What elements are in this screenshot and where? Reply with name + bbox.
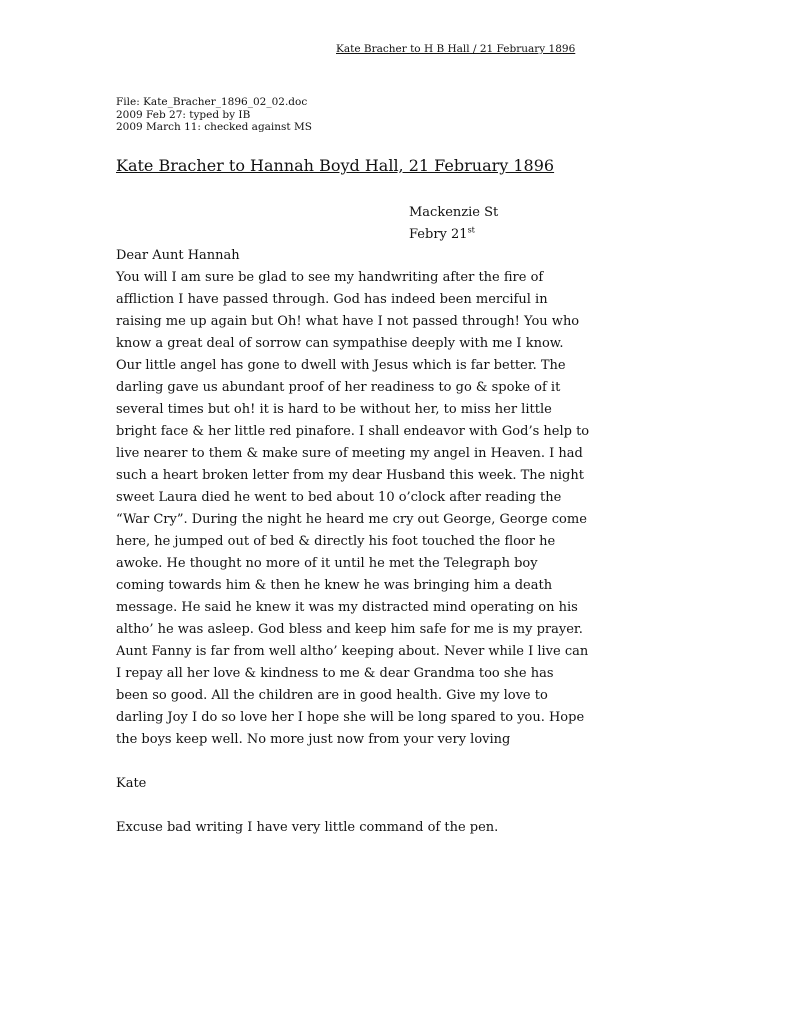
body-line: raising me up again but Oh! what have I not passed through! You who bbox=[116, 314, 580, 329]
body-line: Our little angel has gone to dwell with Jesus which is far better. The bbox=[116, 358, 566, 373]
body-line: here, he jumped out of bed & directly his foot touched the floor he bbox=[116, 534, 556, 549]
file-meta-line: 2009 March 11: checked against MS bbox=[116, 121, 312, 133]
salutation: Dear Aunt Hannah bbox=[116, 248, 240, 263]
body-line: affliction I have passed through. God has indeed been merciful in bbox=[116, 292, 548, 307]
body-line: been so good. All the children are in good health. Give my love to bbox=[116, 688, 548, 703]
body-line: I repay all her love & kindness to me & dear Grandma too she has bbox=[116, 666, 554, 681]
letter-date-suffix: st bbox=[467, 225, 475, 235]
address-street: Mackenzie St bbox=[409, 205, 499, 220]
postscript: Excuse bad writing I have very little command of the pen. bbox=[116, 820, 499, 835]
body-line: bright face & her little red pinafore. I shall endeavor with God’s help to bbox=[116, 424, 590, 439]
body-line: several times but oh! it is hard to be without her, to miss her little bbox=[116, 402, 552, 417]
letter-title: Kate Bracher to Hannah Boyd Hall, 21 February 1896 bbox=[116, 156, 555, 175]
body-line: such a heart broken letter from my dear Husband this week. The night bbox=[116, 468, 584, 483]
body-line: the boys keep well. No more just now from your very loving bbox=[116, 732, 511, 747]
body-line: message. He said he knew it was my distracted mind operating on his bbox=[116, 600, 578, 615]
body-line: altho’ he was asleep. God bless and keep him safe for me is my prayer. bbox=[116, 622, 583, 637]
body-line: awoke. He thought no more of it until he met the Telegraph boy bbox=[116, 556, 538, 571]
body-line: darling gave us abundant proof of her readiness to go & spoke of it bbox=[116, 380, 561, 395]
body-line: “War Cry”. During the night he heard me cry out George, George come bbox=[116, 512, 587, 527]
body-line: sweet Laura died he went to bed about 10 o’clock after reading the bbox=[116, 490, 562, 505]
file-metadata bbox=[116, 96, 312, 134]
body-line: Aunt Fanny is far from well altho’ keeping about. Never while I live can bbox=[116, 644, 589, 659]
letter-address bbox=[409, 202, 498, 246]
body-line: darling Joy I do so love her I hope she will be long spared to you. Hope bbox=[116, 710, 585, 725]
file-meta-line: 2009 Feb 27: typed by IB bbox=[116, 108, 251, 121]
letter-date-text: Febry 21 bbox=[409, 227, 468, 242]
signature: Kate bbox=[116, 776, 147, 791]
body-line: live nearer to them & make sure of meeting my angel in Heaven. I had bbox=[116, 446, 583, 461]
file-meta-line: File: Kate_Bracher_1896_02_02.doc bbox=[116, 96, 308, 108]
letter-body bbox=[116, 267, 589, 751]
running-header: Kate Bracher to H B Hall / 21 February 1896 bbox=[336, 43, 576, 55]
letter-date bbox=[409, 224, 498, 246]
body-line: You will I am sure be glad to see my handwriting after the fire of bbox=[116, 270, 544, 285]
body-line: know a great deal of sorrow can sympathise deeply with me I know. bbox=[116, 336, 564, 351]
body-line: coming towards him & then he knew he was bringing him a death bbox=[116, 578, 553, 593]
